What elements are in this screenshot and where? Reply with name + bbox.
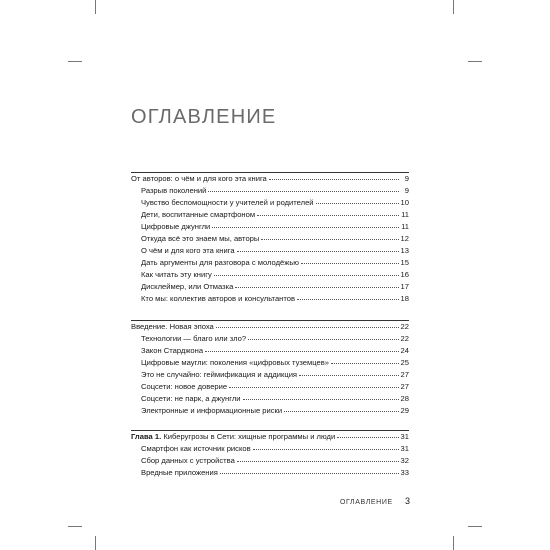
- toc-entry-text: Введение. Новая эпоха: [131, 322, 214, 331]
- toc-subentry[interactable]: [131, 346, 409, 358]
- dot-leader: [301, 263, 399, 264]
- toc-entry-label: [141, 282, 233, 291]
- toc-entry-text: Закон Старджона: [141, 346, 204, 356]
- toc-page-number: 11: [401, 210, 409, 220]
- toc-page-number: 17: [400, 282, 409, 292]
- toc-subentry[interactable]: [131, 394, 409, 406]
- dot-leader: [237, 251, 399, 252]
- toc-entry-label: [141, 334, 246, 343]
- crop-mark: [95, 536, 96, 550]
- toc-page-number: 29: [400, 406, 409, 416]
- toc-page-number: 28: [400, 394, 409, 404]
- toc-subentry[interactable]: [131, 456, 409, 468]
- toc-entry-label: [141, 186, 206, 195]
- toc-entry-text: Цифровые маугли: поколения «цифровых туземцев»: [141, 358, 329, 368]
- page-number: 3: [404, 496, 410, 506]
- toc-page-number: 10: [400, 198, 409, 208]
- dot-leader: [269, 179, 399, 180]
- toc-section: [131, 430, 409, 480]
- toc-entry-text: Как читать эту книгу: [141, 270, 212, 280]
- toc-entry-label: [141, 270, 212, 279]
- toc-entry-label: [141, 468, 218, 477]
- toc-entry-label: [141, 234, 259, 243]
- toc-subentry[interactable]: [131, 270, 409, 282]
- crop-mark: [468, 61, 482, 62]
- toc-entry-text: Разрыв поколений: [141, 186, 207, 196]
- toc-page-number: 31: [400, 444, 409, 454]
- toc-page-number: 16: [400, 270, 409, 280]
- toc-page-number: 32: [400, 456, 409, 466]
- toc-entry-text: Чувство беспомощности у учителей и родителей: [141, 198, 314, 208]
- toc-entry-label: [131, 322, 214, 331]
- dot-leader: [212, 227, 399, 228]
- toc-page-number: 9: [404, 174, 409, 183]
- toc-page-number: 27: [400, 370, 409, 380]
- toc-page-number: 11: [401, 222, 409, 232]
- toc-entry-text: Смартфон как источник рисков: [141, 444, 251, 454]
- dot-leader: [248, 339, 398, 340]
- crop-mark: [468, 526, 482, 527]
- toc-subentry[interactable]: [131, 258, 409, 270]
- toc-page-number: 33: [400, 468, 409, 478]
- toc-page-number: 24: [400, 346, 409, 356]
- toc-page-number: 12: [400, 234, 409, 244]
- toc-entry-label: [141, 246, 235, 255]
- dot-leader: [220, 473, 399, 474]
- dot-leader: [297, 299, 399, 300]
- dot-leader: [214, 275, 399, 276]
- dot-leader: [216, 327, 399, 328]
- toc-section: [131, 172, 409, 307]
- toc-entry-text: Вредные приложения: [141, 468, 218, 478]
- toc-entry-label: [131, 432, 335, 441]
- toc-page-number: 13: [400, 246, 409, 256]
- crop-mark: [453, 536, 454, 550]
- toc-subentry[interactable]: [131, 468, 409, 480]
- toc-entry-text: Соцсети: новое доверие: [141, 382, 228, 392]
- toc-entry-label: [141, 346, 203, 355]
- toc-entry-label: [131, 174, 267, 183]
- toc-page-number: 27: [400, 382, 409, 392]
- toc-subentry[interactable]: [131, 210, 409, 222]
- toc-page-number: 18: [400, 294, 409, 304]
- toc-entry-label: [141, 406, 282, 415]
- toc-entry-label: [141, 382, 227, 391]
- toc-entry-text: Технологии — благо или зло?: [141, 334, 247, 344]
- toc-entry-text: Соцсети: не парк, а джунгли: [141, 394, 241, 404]
- toc-subentry[interactable]: [131, 198, 409, 210]
- toc-page-number: 31: [400, 432, 409, 441]
- dot-leader: [257, 215, 399, 216]
- dot-leader: [243, 399, 399, 400]
- toc-entry-label: [141, 394, 241, 403]
- dot-leader: [205, 351, 399, 352]
- toc-subentry[interactable]: [131, 282, 409, 294]
- dot-leader: [331, 363, 399, 364]
- chapter-prefix: Глава 1.: [131, 432, 162, 441]
- toc-page-number: 25: [400, 358, 409, 368]
- toc-subentry[interactable]: [131, 222, 409, 234]
- toc-entry-label: [141, 258, 299, 267]
- toc-entry-label: [141, 294, 295, 303]
- toc-page-number: 22: [400, 322, 409, 331]
- dot-leader: [284, 411, 398, 412]
- toc-subentry[interactable]: [131, 444, 409, 456]
- toc-subentry[interactable]: [131, 382, 409, 394]
- toc-subentry[interactable]: [131, 294, 409, 306]
- toc-entry-label: [141, 358, 329, 367]
- toc-entry-label: [141, 444, 251, 453]
- toc-entry-text: Дети, воспитанные смартфоном: [141, 210, 256, 220]
- crop-mark: [453, 0, 454, 14]
- toc-entry-label: [141, 210, 255, 219]
- toc-page-number: 9: [404, 186, 409, 196]
- toc-entry[interactable]: [131, 432, 409, 444]
- dot-leader: [299, 375, 399, 376]
- toc-subentry[interactable]: [131, 406, 409, 418]
- toc-entry[interactable]: [131, 174, 409, 186]
- toc-entry-label: [141, 198, 314, 207]
- toc-entry-label: [141, 370, 297, 379]
- toc-page-number: 22: [400, 334, 409, 344]
- toc-subentry[interactable]: [131, 246, 409, 258]
- toc-entry-text: Это не случайно: геймификация и аддикция: [141, 370, 298, 380]
- crop-mark: [68, 61, 82, 62]
- page-title: ОГЛАВЛЕНИЕ: [131, 106, 277, 128]
- toc-entry-text: Электронные и информационные риски: [141, 406, 283, 416]
- dot-leader: [337, 437, 398, 438]
- toc-entry-text: Дисклеймер, или Отмазка: [141, 282, 234, 292]
- crop-mark: [68, 526, 82, 527]
- dot-leader: [208, 191, 399, 192]
- dot-leader: [229, 387, 398, 388]
- toc-subentry[interactable]: [131, 234, 409, 246]
- running-title: ОГЛАВЛЕНИЕ: [340, 499, 393, 506]
- toc-entry-label: [141, 222, 210, 231]
- toc-subentry[interactable]: [131, 186, 409, 198]
- toc-entry-label: [141, 456, 235, 465]
- toc-entry-text: О чём и для кого эта книга: [141, 246, 235, 256]
- toc-entry-text: Дать аргументы для разговора с молодёжью: [141, 258, 299, 268]
- toc-entry-text: Откуда всё это знаем мы, авторы: [141, 234, 260, 244]
- toc-page-number: 15: [400, 258, 409, 268]
- crop-mark: [95, 0, 96, 14]
- toc-subentry[interactable]: [131, 358, 409, 370]
- page-footer: [340, 496, 410, 506]
- dot-leader: [316, 203, 399, 204]
- toc-entry-text: Сбор данных с устройства: [141, 456, 235, 466]
- toc-section: [131, 320, 409, 418]
- dot-leader: [261, 239, 398, 240]
- toc-entry-text: Цифровые джунгли: [141, 222, 211, 232]
- toc-entry[interactable]: [131, 322, 409, 334]
- dot-leader: [237, 461, 399, 462]
- toc-entry-text: Киберугрозы в Сети: хищные программы и люди: [163, 432, 336, 441]
- toc-subentry[interactable]: [131, 370, 409, 382]
- dot-leader: [235, 287, 398, 288]
- toc-subentry[interactable]: [131, 334, 409, 346]
- toc-entry-text: Кто мы: коллектив авторов и консультантов: [141, 294, 296, 304]
- toc-entry-text: От авторов: о чём и для кого эта книга: [131, 174, 267, 183]
- dot-leader: [253, 449, 399, 450]
